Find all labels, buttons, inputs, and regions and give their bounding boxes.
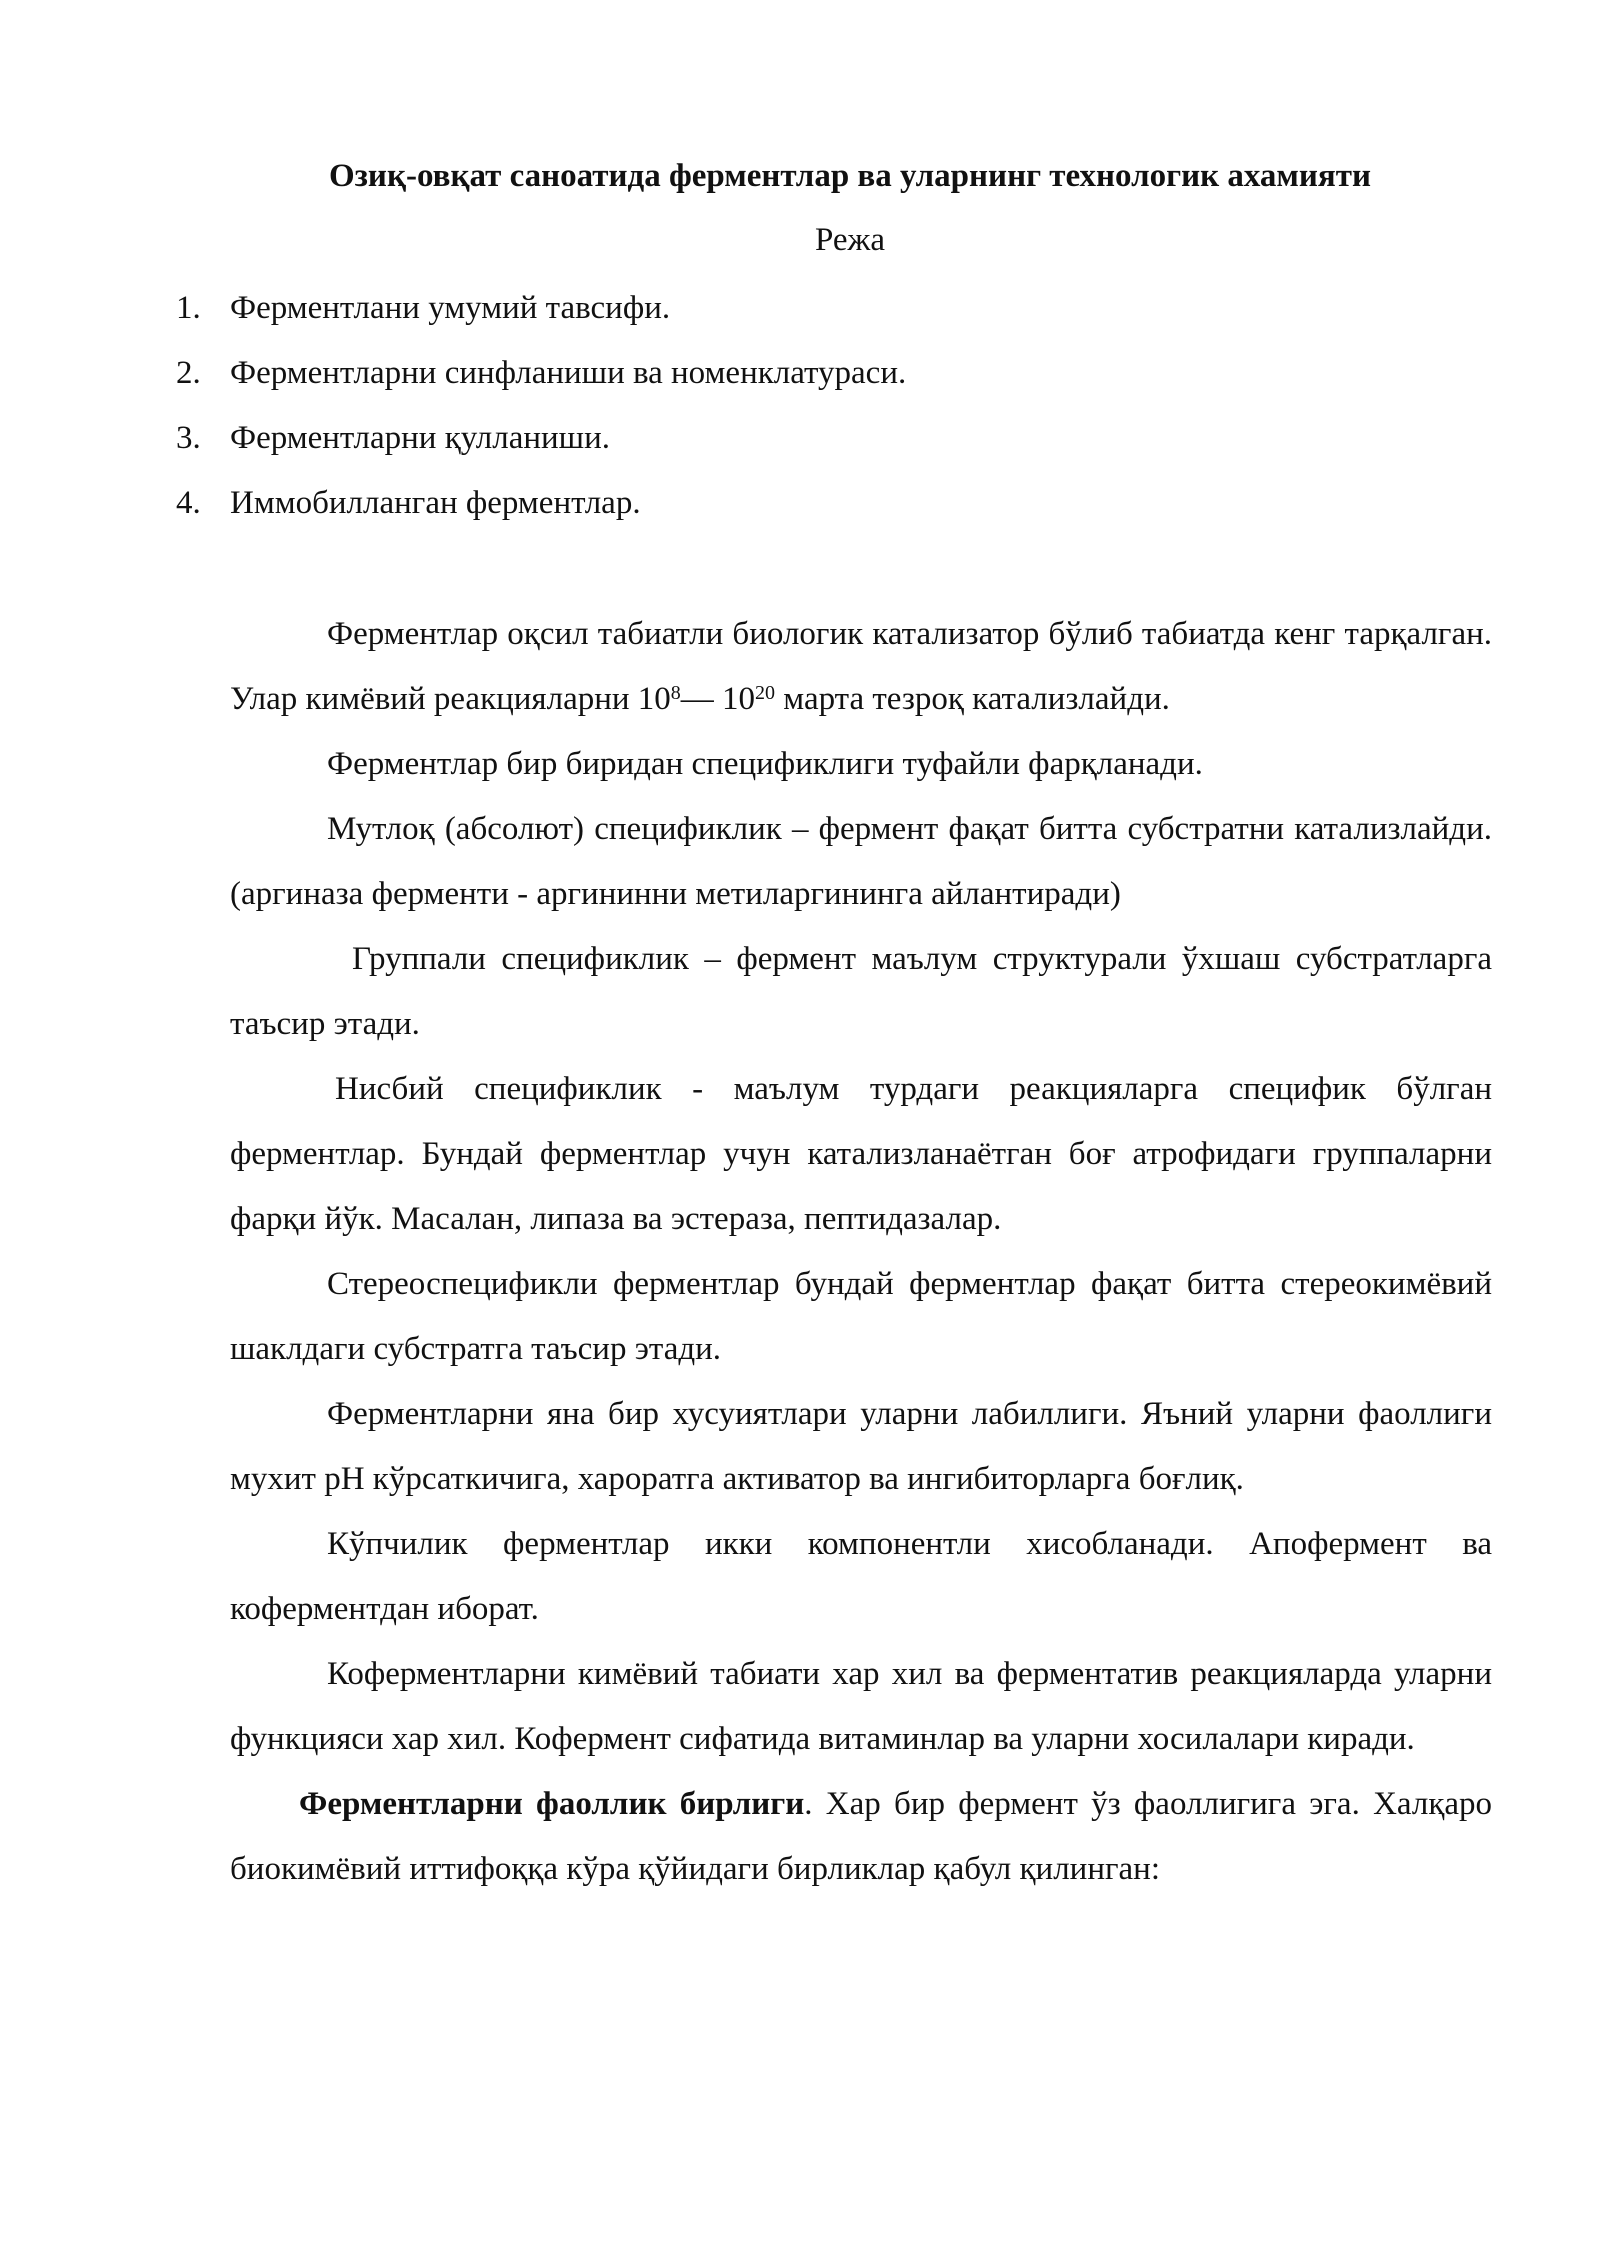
paragraph-stereospecificity: Стереоспецификли ферментлар бундай ферментлар фақат битта стереокимёвий шаклдаги субстратга таъсир этади.	[230, 1266, 1492, 1367]
plan-list	[176, 284, 1476, 544]
plan-item-text: Иммобилланган ферментлар.	[230, 485, 641, 521]
document-body	[230, 602, 1492, 1902]
paragraph-coenzymes: Коферментларни кимёвий табиати хар хил ва ферментатив реакцияларда уларни функцияси хар хил. Кофермент сифатида витаминлар ва уларни хосилалари киради.	[230, 1656, 1492, 1757]
plan-item	[176, 349, 1476, 397]
bold-term: Ферментларни фаоллик бирлиги	[299, 1786, 805, 1822]
paragraph-text: — 10	[680, 681, 756, 717]
plan-item-text: Ферментларни қулланиши.	[230, 420, 610, 456]
paragraph-text: Ферментлар оқсил табиатли биологик катализатор бўлиб табиатда кенг тарқалган. Улар кимёвий реакцияларни 10	[230, 616, 1492, 717]
plan-heading: Режа	[814, 222, 885, 258]
plan-item-number: 3.	[176, 420, 201, 456]
plan-item-number: 1.	[176, 290, 201, 326]
plan-item-number: 4.	[176, 485, 201, 521]
plan-item-number: 2.	[176, 355, 201, 391]
paragraph-text: . Хар бир фермент ўз фаоллигига эга. Халқаро биокимёвий иттифоққа кўра қўйидаги бирликлар қабул қилинган:	[230, 1786, 1492, 1887]
plan-item	[176, 284, 1476, 332]
document-title: Озиқ-овқат саноатида ферментлар ва уларнинг технологик ахамияти	[329, 158, 1371, 194]
exponent-text: 20	[755, 682, 776, 704]
paragraph-group-specificity: Группали спецификлик – фермент маълум структурали ўхшаш субстратларга таъсир этади.	[230, 941, 1492, 1042]
paragraph-relative-specificity: Нисбий спецификлик - маълум турдаги реакцияларга специфик бўлган ферментлар. Бундай ферментлар учун катализланаётган боғ атрофидаги группаларни фарқи йўк. Масалан, липаза ва эстераза, пептидазалар.	[230, 1071, 1492, 1237]
paragraph-specificity: Ферментлар бир биридан спецификлиги туфайли фарқланади.	[327, 746, 1203, 782]
plan-item-text: Ферментлани умумий тавсифи.	[230, 290, 671, 326]
plan-item-text: Ферментларни синфланиши ва номенклатураси.	[230, 355, 907, 391]
exponent-text: 8	[670, 682, 681, 704]
paragraph-lability: Ферментларни яна бир хусуиятлари уларни лабиллиги. Яъний уларни фаоллиги мухит pH кўрсаткичига, хароратга активатор ва ингибиторларга боғлиқ.	[230, 1396, 1492, 1497]
paragraph-activity-units	[230, 1772, 1492, 1902]
plan-item	[176, 414, 1476, 462]
plan-item	[176, 479, 1476, 527]
paragraph-enzymes-intro	[230, 602, 1492, 732]
paragraph-two-component: Кўпчилик ферментлар икки компонентли хисобланади. Апофермент ва коферментдан иборат.	[230, 1526, 1492, 1627]
paragraph-absolute-specificity: Мутлоқ (абсолют) спецификлик – фермент фақат битта субстратни катализлайди. (аргиназа ферменти - аргининни метиларгининга айлантиради)	[230, 811, 1492, 912]
paragraph-text: марта тезроқ катализлайди.	[775, 681, 1170, 717]
